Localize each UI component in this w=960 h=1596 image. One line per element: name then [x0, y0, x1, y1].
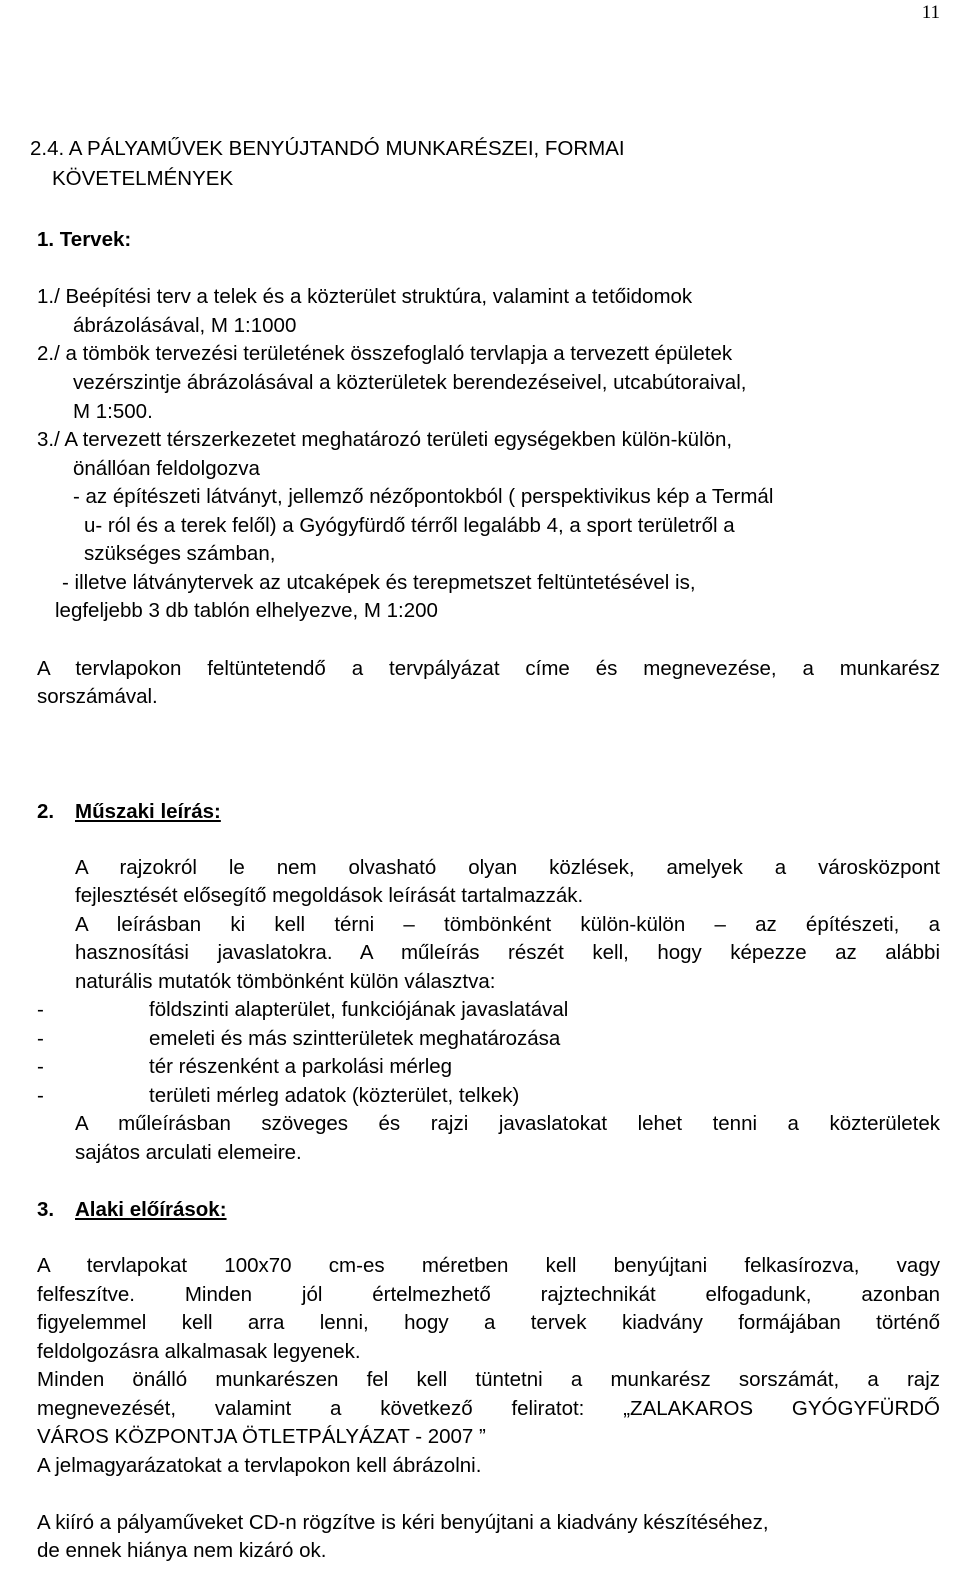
paragraph-line: sajátos arculati elemeire. — [75, 1141, 302, 1164]
paragraph-line: A rajzokról le nem olvasható olyan közlések, amelyek a városközpont — [75, 856, 940, 879]
text-line: ábrázolásával, M 1:1000 — [73, 314, 297, 337]
list-bullet: - — [37, 1084, 44, 1107]
paragraph-line: de ennek hiánya nem kizáró ok. — [37, 1539, 327, 1562]
paragraph-line: A műleírásban szöveges és rajzi javaslatokat lehet tenni a közterületek — [75, 1112, 940, 1135]
paragraph-line: A tervlapokat 100x70 cm-es méretben kell benyújtani felkasírozva, vagy — [37, 1254, 940, 1277]
paragraph-line: A leírásban ki kell térni – tömbönként külön-külön – az építészeti, a — [75, 913, 940, 936]
text-line: szükséges számban, — [84, 542, 276, 565]
paragraph-line: sorszámával. — [37, 685, 158, 708]
paragraph-line: naturális mutatók tömbönként külön választva: — [75, 970, 496, 993]
paragraph-line: hasznosítási javaslatokra. A műleírás részét kell, hogy képezze az alábbi — [75, 941, 940, 964]
text-line: legfeljebb 3 db tablón elhelyezve, M 1:200 — [55, 599, 438, 622]
subsection-number: 3. — [37, 1198, 55, 1221]
paragraph-line: fejlesztését elősegítő megoldások leírását tartalmazzák. — [75, 884, 584, 907]
list-bullet: - — [37, 998, 44, 1021]
text-line: u- ról és a terek felől) a Gyógyfürdő térről legalább 4, a sport területről a — [84, 514, 735, 537]
page-number: 11 — [921, 2, 940, 23]
text-line: 1./ Beépítési terv a telek és a közterület struktúra, valamint a tetőidomok — [37, 285, 693, 308]
paragraph-line: A tervlapokon feltüntetendő a tervpályázat címe és megnevezése, a munkarész — [37, 657, 940, 680]
list-item: tér részenként a parkolási mérleg — [149, 1055, 453, 1078]
list-bullet: - — [37, 1027, 44, 1050]
text-line: M 1:500. — [73, 400, 153, 423]
paragraph-line: Minden önálló munkarészen fel kell tüntetni a munkarész sorszámát, a rajz — [37, 1368, 940, 1391]
list-item: területi mérleg adatok (közterület, telkek) — [149, 1084, 520, 1107]
paragraph-line: figyelemmel kell arra lenni, hogy a tervek kiadvány formájában történő — [37, 1311, 940, 1334]
paragraph-line: felfeszítve. Minden jól értelmezhető rajztechnikát elfogadunk, azonban — [37, 1283, 940, 1306]
subsection-title-alaki-eloirasok: Alaki előírások: — [75, 1198, 227, 1221]
list-item: emeleti és más szintterületek meghatározása — [149, 1027, 561, 1050]
text-line: 3./ A tervezett térszerkezetet meghatározó területi egységekben külön-külön, — [37, 428, 733, 451]
paragraph-line: VÁROS KÖZPONTJA ÖTLETPÁLYÁZAT - 2007 ” — [37, 1425, 486, 1448]
list-item: földszinti alapterület, funkciójának javaslatával — [149, 998, 569, 1021]
text-line: - az építészeti látványt, jellemző nézőpontokból ( perspektivikus kép a Termál — [73, 485, 774, 508]
section-heading-line-1: 2.4. A PÁLYAMŰVEK BENYÚJTANDÓ MUNKARÉSZEI, FORMAI — [30, 137, 625, 160]
subsection-number: 2. — [37, 800, 55, 823]
text-line: 2./ a tömbök tervezési területének összefoglaló tervlapja a tervezett épületek — [37, 342, 733, 365]
text-line: vezérszintje ábrázolásával a közterületek berendezéseivel, utcabútoraival, — [73, 371, 747, 394]
text-line: - illetve látványtervek az utcaképek és terepmetszet feltüntetésével is, — [62, 571, 696, 594]
subsection-title-tervek: 1. Tervek: — [37, 228, 132, 251]
paragraph-line: megnevezését, valamint a következő feliratot: „ZALAKAROS GYÓGYFÜRDŐ — [37, 1397, 940, 1420]
section-heading-line-2: KÖVETELMÉNYEK — [52, 167, 234, 190]
paragraph-line: A kiíró a pályaműveket CD-n rögzítve is kéri benyújtani a kiadvány készítéséhez, — [37, 1511, 769, 1534]
subsection-title-muszaki-leiras: Műszaki leírás: — [75, 800, 221, 823]
text-line: önállóan feldolgozva — [73, 457, 260, 480]
paragraph-line: feldolgozásra alkalmasak legyenek. — [37, 1340, 361, 1363]
paragraph-line: A jelmagyarázatokat a tervlapokon kell ábrázolni. — [37, 1454, 482, 1477]
list-bullet: - — [37, 1055, 44, 1078]
